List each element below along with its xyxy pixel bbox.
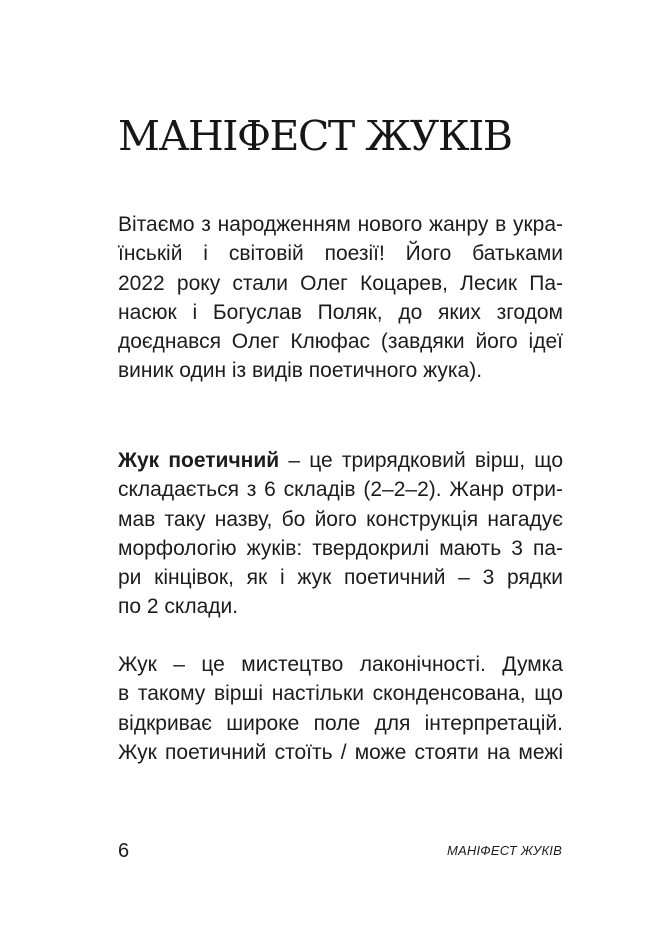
paragraph-line: ри кінцівок, як і жук поетичний – 3 рядки [118,566,563,590]
page-number: 6 [118,840,130,862]
paragraph-line: Вітаємо з народженням нового жанру в укра- [118,213,563,236]
paragraph-line: насюк і Богуслав Поляк, до яких згодом [118,300,563,324]
paragraph-line: по 2 склади. [118,595,239,619]
paragraph-line [118,446,563,475]
paragraph-line: 2022 року стали Олег Коцарев, Лесик Па- [118,271,563,295]
definition-text: – це трирядковий вірш, що [279,449,563,472]
running-title: МАНІФЕСТ ЖУКІВ [447,843,562,858]
paragraph-line: складається з 6 складів (2–2–2). Жанр отри- [118,478,563,502]
intro-paragraph [118,210,563,386]
laconism-paragraph [118,650,563,767]
paragraph-line: мав таку назву, бо його конструкція нагадує [118,507,563,531]
paragraph-line: відкриває широке поле для інтерпретацій. [118,711,563,735]
chapter-title: МАНІФЕСТ ЖУКІВ [118,112,512,160]
paragraph-line: морфологію жуків: твердокрилі мають 3 па- [118,536,563,560]
paragraph-line: Жук поетичний стоїть / може стояти на межі [118,740,563,764]
definition-paragraph [118,446,563,622]
defined-term: Жук поетичний [118,449,280,472]
paragraph-line: виник один із видів поетичного жука). [118,359,483,383]
paragraph-line: Жук – це мистецтво лаконічності. Думка [118,653,563,676]
paragraph-line: доєднався Олег Клюфас (завдяки його ідеї [118,330,563,354]
paragraph-line: в такому вірші настільки сконденсована, що [118,682,563,706]
paragraph-line: їнській і світовій поезії! Його батьками [118,242,563,266]
